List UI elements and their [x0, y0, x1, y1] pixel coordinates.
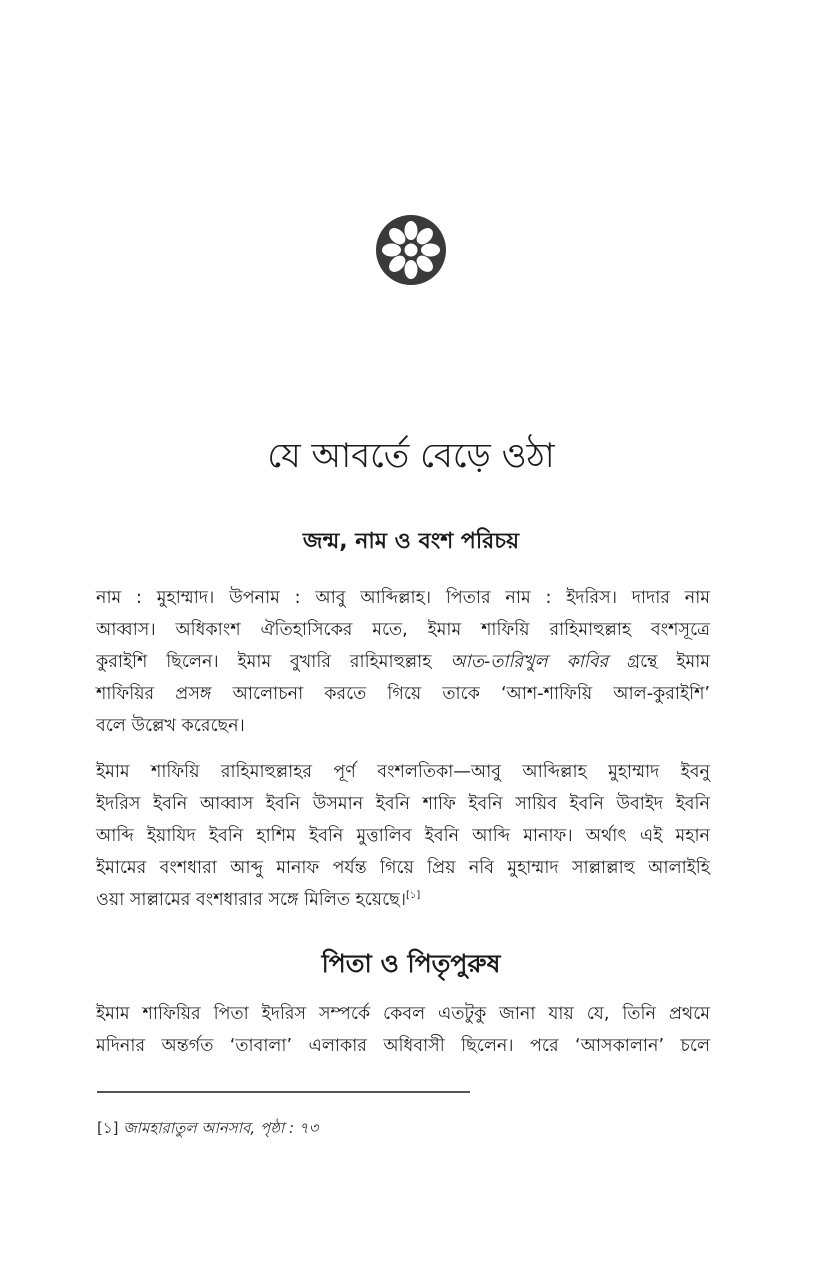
book-title-italic: আত-তারিখুল কাবির	[450, 652, 609, 672]
footnote-page: পৃষ্ঠা : ৭৩	[259, 1119, 319, 1137]
text-line: নাম : মুহাম্মাদ। উপনাম : আবু আব্দিল্লাহ। পিতার নাম : ইদরিস। দাদার নাম	[96, 588, 710, 608]
text-line: মদিনার অন্তর্গত ‘তাবালা’ এলাকার অধিবাসী ছিলেন। পরে ‘আসকালান’ চলে	[96, 1036, 710, 1056]
paragraph-name-and-lineage	[96, 582, 710, 742]
text-line	[96, 646, 710, 678]
text-line: ইমামের বংশধারা আব্দু মানাফ পর্যন্ত গিয়ে প্রিয় নবি মুহাম্মাদ সাল্লাল্লাহু আলাইহি	[96, 858, 710, 878]
text-segment: গ্রন্থে ইমাম	[608, 652, 711, 672]
text-line: ইমাম শাফিয়ি রাহিমাহুল্লাহর পূর্ণ বংশলতিকা—আবু আব্দিল্লাহ মুহাম্মাদ ইবনু	[96, 762, 710, 782]
chapter-title: যে আবর্তে বেড়ে ওঠা	[267, 436, 555, 476]
footnote-divider	[97, 1091, 470, 1093]
text-line: শাফিয়ির প্রসঙ্গ আলোচনা করতে গিয়ে তাকে ‘আশ-শাফিয়ি আল-কুরাইশি’	[96, 684, 710, 704]
text-line	[96, 884, 710, 916]
text-line: আব্বাস। অধিকাংশ ঐতিহাসিকের মতে, ইমাম শাফিয়ি রাহিমাহুল্লাহ বংশসূত্রে	[96, 620, 710, 640]
text-line: বলে উল্লেখ করেছেন।	[96, 716, 245, 736]
footnote-reference[interactable]: [১]	[405, 890, 421, 902]
text-line: ইমাম শাফিয়ির পিতা ইদরিস সম্পর্কে কেবল এতটুকু জানা যায় যে, তিনি প্রথমে	[96, 1004, 710, 1024]
paragraph-father	[96, 998, 710, 1062]
footnote-1	[97, 1116, 318, 1140]
text-segment: ওয়া সাল্লামের বংশধারার সঙ্গে মিলিত হয়েছে।	[96, 890, 406, 910]
text-line: আব্দি ইয়াযিদ ইবনি হাশিম ইবনি মুত্তালিব ইবনি আব্দি মানাফ। অর্থাৎ এই মহান	[96, 826, 710, 846]
paragraph-full-lineage	[96, 756, 710, 916]
footnote-source-title: জামহারাতুল আনসাব,	[123, 1119, 256, 1137]
flower-medallion-icon	[374, 213, 448, 287]
text-segment: কুরাইশি ছিলেন। ইমাম বুখারি রাহিমাহুল্লাহ	[96, 652, 451, 672]
section-heading-father-and-ancestors: পিতা ও পিতৃপুরুষ	[321, 949, 501, 978]
footnote-marker: [১]	[97, 1119, 119, 1137]
text-line: ইদরিস ইবনি আব্বাস ইবনি উসমান ইবনি শাফি ইবনি সায়িব ইবনি উবাইদ ইবনি	[96, 794, 710, 814]
section-heading-birth-name-lineage: জন্ম, নাম ও বংশ পরিচয়	[302, 529, 520, 554]
